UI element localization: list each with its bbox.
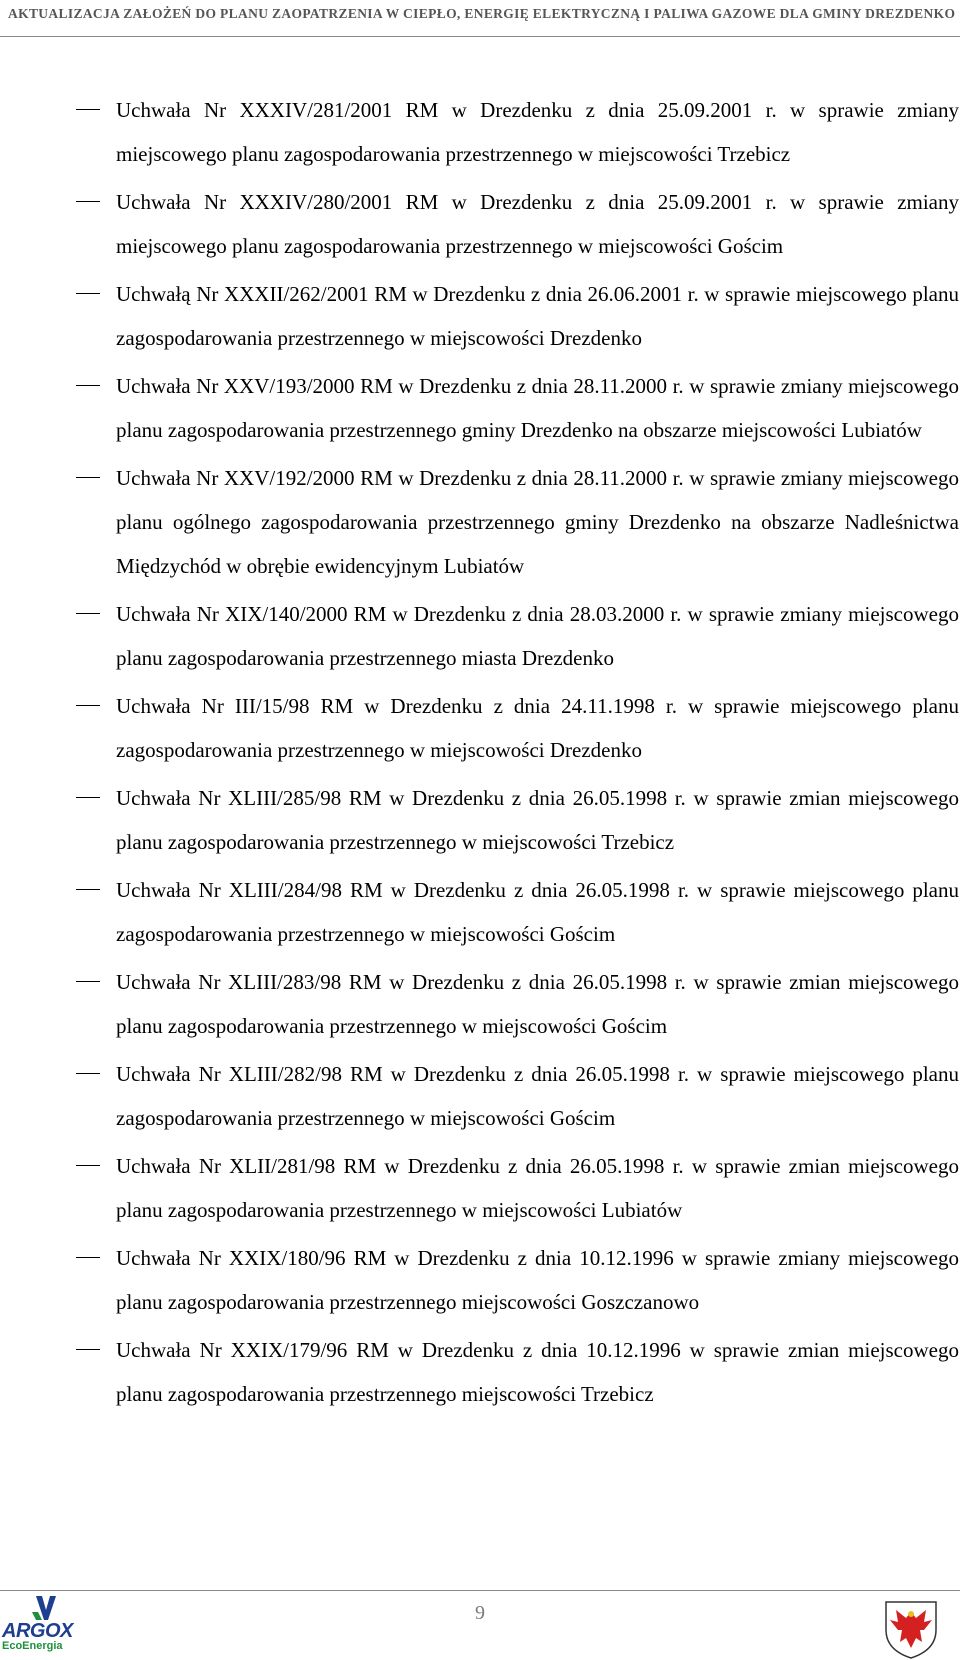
- dash-bullet-icon: [76, 1349, 100, 1350]
- resolution-list: [0, 88, 960, 1420]
- list-item-text: Uchwała Nr XLIII/284/98 RM w Drezdenku z dnia 26.05.1998 r. w sprawie miejscowego planu zagospodarowania przestrzennego w miejscowości Gościm: [116, 878, 959, 946]
- page-footer: [0, 1590, 960, 1660]
- list-item: [0, 1236, 960, 1324]
- list-item: [0, 272, 960, 360]
- list-item: [0, 776, 960, 864]
- list-item-text: Uchwała Nr XXV/193/2000 RM w Drezdenku z dnia 28.11.2000 r. w sprawie zmiany miejscowego planu zagospodarowania przestrzennego gminy Drezdenko na obszarze miejscowości Lubiatów: [116, 374, 959, 442]
- list-item-text: Uchwała Nr XXIX/179/96 RM w Drezdenku z dnia 10.12.1996 w sprawie zmian miejscowego planu zagospodarowania przestrzennego miejscowości Trzebicz: [116, 1338, 959, 1406]
- page-header: [0, 0, 960, 40]
- dash-bullet-icon: [76, 477, 100, 478]
- dash-bullet-icon: [76, 109, 100, 110]
- dash-bullet-icon: [76, 981, 100, 982]
- logo-subtitle: EcoEnergia: [2, 1640, 63, 1652]
- list-item-text: Uchwałą Nr XXXII/262/2001 RM w Drezdenku z dnia 26.06.2001 r. w sprawie miejscowego planu zagospodarowania przestrzennego w miejscowości Drezdenko: [116, 282, 959, 350]
- list-item: [0, 1052, 960, 1140]
- list-item-text: Uchwała Nr XLII/281/98 RM w Drezdenku z dnia 26.05.1998 r. w sprawie zmian miejscowego planu zagospodarowania przestrzennego w miejscowości Lubiatów: [116, 1154, 959, 1222]
- footer-divider: [0, 1590, 960, 1591]
- dash-bullet-icon: [76, 201, 100, 202]
- list-item-text: Uchwała Nr XXXIV/281/2001 RM w Drezdenku z dnia 25.09.2001 r. w sprawie zmiany miejscowego planu zagospodarowania przestrzennego w miejscowości Trzebicz: [116, 98, 959, 166]
- list-item-text: Uchwała Nr XXXIV/280/2001 RM w Drezdenku z dnia 25.09.2001 r. w sprawie zmiany miejscowego planu zagospodarowania przestrzennego w miejscowości Gościm: [116, 190, 959, 258]
- dash-bullet-icon: [76, 1257, 100, 1258]
- dash-bullet-icon: [76, 1165, 100, 1166]
- page-number: 9: [475, 1602, 485, 1624]
- header-title: AKTUALIZACJA ZAŁOŻEŃ DO PLANU ZAOPATRZENIA W CIEPŁO, ENERGIĘ ELEKTRYCZNĄ I PALIWA GAZOWE DLA GMINY DREZDENKO: [8, 6, 956, 21]
- list-item-text: Uchwała Nr XLIII/285/98 RM w Drezdenku z dnia 26.05.1998 r. w sprawie zmian miejscowego planu zagospodarowania przestrzennego w miejscowości Trzebicz: [116, 786, 959, 854]
- list-item: [0, 364, 960, 452]
- list-item-text: Uchwała Nr XXV/192/2000 RM w Drezdenku z dnia 28.11.2000 r. w sprawie zmiany miejscowego planu ogólnego zagospodarowania przestrzennego gminy Drezdenko na obszarze Nadleśnictwa Międzychód w obrębie ewidencyjnym Lubiatów: [116, 466, 959, 578]
- logo-name: ARGOX: [2, 1620, 73, 1642]
- list-item: [0, 180, 960, 268]
- list-item: [0, 88, 960, 176]
- dash-bullet-icon: [76, 385, 100, 386]
- list-item-text: Uchwała Nr XLIII/283/98 RM w Drezdenku z dnia 26.05.1998 r. w sprawie zmian miejscowego planu zagospodarowania przestrzennego w miejscowości Gościm: [116, 970, 959, 1038]
- dash-bullet-icon: [76, 613, 100, 614]
- list-item-text: Uchwała Nr XXIX/180/96 RM w Drezdenku z dnia 10.12.1996 w sprawie zmiany miejscowego planu zagospodarowania przestrzennego miejscowości Goszczanowo: [116, 1246, 959, 1314]
- list-item: [0, 1144, 960, 1232]
- list-item-text: Uchwała Nr XIX/140/2000 RM w Drezdenku z dnia 28.03.2000 r. w sprawie zmiany miejscowego planu zagospodarowania przestrzennego miasta Drezdenko: [116, 602, 959, 670]
- list-item-text: Uchwała Nr III/15/98 RM w Drezdenku z dnia 24.11.1998 r. w sprawie miejscowego planu zagospodarowania przestrzennego w miejscowości Drezdenko: [116, 694, 959, 762]
- list-item: [0, 592, 960, 680]
- dash-bullet-icon: [76, 293, 100, 294]
- list-item: [0, 1328, 960, 1416]
- list-item: [0, 868, 960, 956]
- dash-bullet-icon: [76, 889, 100, 890]
- dash-bullet-icon: [76, 705, 100, 706]
- list-item-text: Uchwała Nr XLIII/282/98 RM w Drezdenku z dnia 26.05.1998 r. w sprawie miejscowego planu zagospodarowania przestrzennego w miejscowości Gościm: [116, 1062, 959, 1130]
- list-item: [0, 960, 960, 1048]
- list-item: [0, 684, 960, 772]
- dash-bullet-icon: [76, 1073, 100, 1074]
- dash-bullet-icon: [76, 797, 100, 798]
- header-divider: [0, 36, 960, 37]
- list-item: [0, 456, 960, 588]
- coat-of-arms-eagle-icon: [880, 1600, 942, 1660]
